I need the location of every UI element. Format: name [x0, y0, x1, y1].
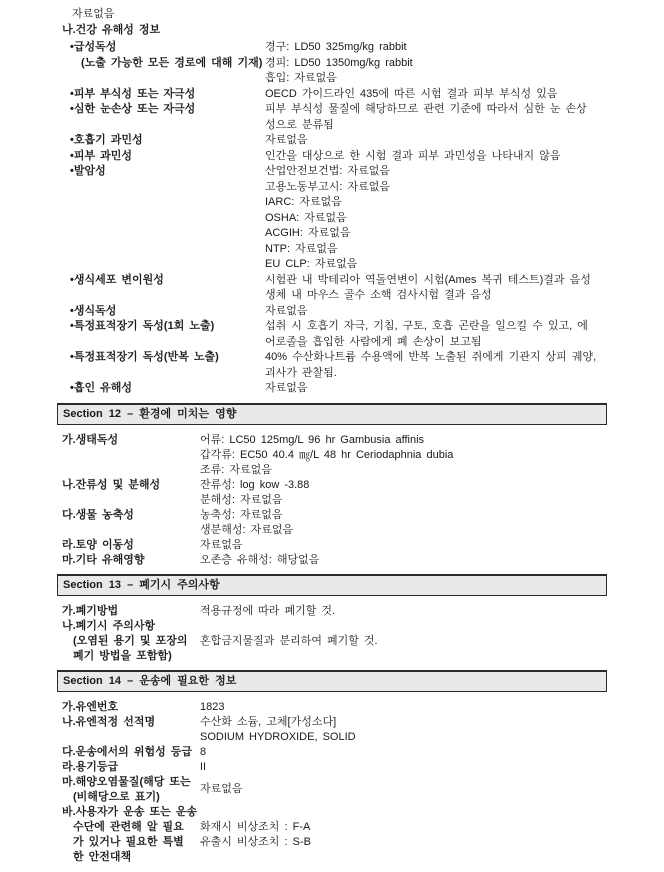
row-label-line: 다.운송에서의 위험성 등급	[62, 745, 193, 758]
row-value	[200, 553, 664, 568]
table-row	[0, 87, 664, 103]
row-label-line: •흡인 유해성	[70, 382, 133, 394]
row-value	[200, 805, 664, 865]
row-label-line: 나.잔류성 및 분해성	[62, 478, 161, 491]
row-value	[265, 381, 664, 397]
table-row	[0, 102, 664, 133]
row-value-line: 경피: LD50 1350mg/kg rabbit	[265, 56, 413, 69]
row-label-line: (오염된 용기 및 포장의	[73, 634, 188, 647]
row-value-line: EU CLP: 자료없음	[265, 258, 358, 270]
row-value	[265, 133, 664, 149]
table-row	[0, 553, 664, 568]
row-label	[62, 604, 200, 619]
row-label	[70, 304, 265, 320]
row-value-line	[200, 805, 664, 820]
table-row	[0, 805, 664, 865]
row-value-line: 피부 부식성 물질에 해당하므로 관련 기준에 따라서 심한 눈 손상	[265, 103, 587, 115]
row-label	[62, 775, 200, 805]
row-label-line: 바.사용자가 운송 또는 운송	[62, 805, 198, 818]
table-row	[0, 775, 664, 805]
row-value-line: 어류: LC50 125mg/L 96 hr Gambusia affinis	[200, 433, 425, 446]
row-value	[200, 619, 664, 664]
health-hazard-table	[0, 38, 664, 399]
row-value	[265, 102, 664, 133]
row-value-line: OECD 가이드라인 435에 따른 시험 결과 피부 부식성 있음	[265, 87, 558, 100]
table-row	[0, 433, 664, 478]
row-value-line: 경구: LD50 325mg/kg rabbit	[265, 41, 407, 53]
row-value	[265, 304, 664, 320]
table-row	[0, 538, 664, 553]
row-label-line: 가.유엔번호	[62, 700, 119, 713]
table-row	[0, 700, 664, 715]
table-row	[0, 273, 664, 304]
row-value	[200, 760, 664, 775]
row-label	[70, 350, 265, 381]
row-value-line: 분해성: 자료없음	[200, 493, 283, 506]
section-12-table	[0, 431, 664, 570]
row-value	[265, 40, 664, 87]
row-value	[200, 433, 664, 478]
table-row	[0, 715, 664, 745]
row-value	[265, 164, 664, 273]
row-label-line: 가.폐기방법	[62, 604, 119, 617]
table-row	[0, 478, 664, 508]
row-value-line: 농축성: 자료없음	[200, 508, 283, 521]
row-label-line: 가 있거나 필요한 특별	[73, 835, 184, 848]
row-label-line: 마.해양오염물질(해당 또는	[62, 775, 191, 788]
row-label	[62, 433, 200, 478]
table-row	[0, 133, 664, 149]
section-13-table	[0, 602, 664, 666]
row-value-line: 자료없음	[200, 538, 243, 551]
row-value-line: NTP: 자료없음	[265, 242, 338, 255]
table-row	[0, 40, 664, 87]
row-value-line: 자료없음	[265, 382, 308, 394]
row-value	[265, 319, 664, 350]
row-value-line: 성으로 분류됨	[265, 118, 334, 131]
row-value-line: 괴사가 관찰됨.	[265, 366, 337, 379]
row-label-line: •심한 눈손상 또는 자극성	[70, 103, 196, 115]
row-label-line: 수단에 관련해 알 필요	[73, 820, 184, 833]
row-label-line: •급성독성	[70, 41, 117, 53]
row-label	[62, 715, 200, 745]
section-13-title: Section 13 – 폐기시 주의사항	[63, 578, 220, 591]
row-value	[200, 538, 664, 553]
row-value-line: 혼합금지물질과 분리하여 폐기할 것.	[200, 634, 378, 647]
row-label	[62, 508, 200, 538]
row-label-line: •특정표적장기 독성(1회 노출)	[70, 320, 215, 332]
row-value	[200, 715, 664, 745]
section-14-title: Section 14 – 운송에 필요한 정보	[63, 674, 237, 687]
row-label-line: •피부 부식성 또는 자극성	[70, 87, 196, 100]
row-label	[70, 87, 265, 103]
row-value-line: II	[200, 760, 207, 773]
row-label-line: 마.기타 유해영향	[62, 553, 145, 566]
row-label	[62, 805, 200, 865]
section-12-title: Section 12 – 환경에 미치는 영향	[63, 407, 237, 420]
row-label-line: •생식독성	[70, 304, 117, 317]
row-label-line: 나.유엔적정 선적명	[62, 715, 156, 728]
row-value	[200, 478, 664, 508]
row-label-line: 가.생태독성	[62, 433, 119, 446]
row-value	[265, 149, 664, 165]
row-value-line: 생체 내 마우스 골수 소핵 검사시험 결과 음성	[265, 289, 492, 301]
row-label	[70, 40, 265, 87]
row-value-line: 화재시 비상조치 : F-A	[200, 820, 311, 833]
row-value-line: 8	[200, 745, 207, 758]
section-14-header	[57, 670, 607, 692]
row-label	[70, 133, 265, 149]
row-label-line: (노출 가능한 모든 경로에 대해 기재)	[81, 56, 263, 69]
row-value-line: 1823	[200, 700, 225, 713]
row-label	[70, 149, 265, 165]
row-value-line: 유출시 비상조치 : S-B	[200, 835, 311, 848]
row-value-line: 오존층 유해성: 해당없음	[200, 553, 320, 566]
section-13-header	[57, 574, 607, 596]
table-row	[0, 350, 664, 381]
orphan-value-line: 자료없음	[72, 8, 115, 20]
section-12-header	[57, 403, 607, 425]
row-label-line: •특정표적장기 독성(반복 노출)	[70, 351, 219, 363]
row-value-line: 적용규정에 따라 폐기할 것.	[200, 604, 336, 617]
row-value-line: 잔류성: log kow -3.88	[200, 478, 310, 491]
row-value	[200, 508, 664, 538]
row-value-line: 시험관 내 박테리아 역돌연변이 시험(Ames 복귀 테스트)결과 음성	[265, 273, 591, 286]
row-label	[70, 164, 265, 273]
health-subsection-title: 나.건강 유해성 정보	[62, 23, 161, 36]
table-row	[0, 745, 664, 760]
row-value-line: 40% 수산화나트륨 수용액에 반복 노출된 쥐에게 기관지 상피 궤양,	[265, 351, 597, 363]
row-label-line: 한 안전대책	[73, 850, 132, 863]
row-label-line: 라.토양 이동성	[62, 538, 134, 551]
row-value-line: 인간을 대상으로 한 시험 결과 피부 과민성을 나타내지 않음	[265, 149, 561, 162]
row-value-line: 고용노동부고시: 자료없음	[265, 180, 390, 193]
row-value	[265, 350, 664, 381]
row-label	[70, 381, 265, 397]
row-value	[265, 273, 664, 304]
row-value-line: 자료없음	[265, 134, 308, 146]
row-label	[70, 102, 265, 133]
row-value	[200, 775, 664, 805]
table-row	[0, 508, 664, 538]
row-value-line: 산업안전보건법: 자료없음	[265, 165, 390, 177]
row-label	[62, 700, 200, 715]
row-label	[70, 273, 265, 304]
table-row	[0, 619, 664, 664]
row-value-line: 어로졸을 흡입한 사람에게 폐 손상이 보고됨	[265, 335, 482, 348]
table-row	[0, 304, 664, 320]
row-value-line: 자료없음	[200, 783, 243, 795]
row-value-line: SODIUM HYDROXIDE, SOLID	[200, 730, 356, 743]
row-label	[62, 745, 200, 760]
row-label	[62, 478, 200, 508]
row-value-line: IARC: 자료없음	[265, 196, 342, 208]
row-value-line: 흡입: 자료없음	[265, 72, 337, 84]
row-value-line: 섭취 시 호흡기 자극, 기침, 구토, 호흡 곤란을 일으킬 수 있고, 에	[265, 320, 588, 332]
health-hazard-intro	[0, 0, 664, 38]
table-row	[0, 760, 664, 775]
row-value-line: 수산화 소듐, 고체[가성소다]	[200, 715, 337, 728]
row-label	[62, 553, 200, 568]
row-label-line: 폐기 방법을 포함함)	[73, 649, 172, 662]
row-label-line: (비해당으로 표기)	[73, 790, 160, 803]
row-label	[62, 619, 200, 664]
row-label	[62, 538, 200, 553]
row-value-line: 갑각류: EC50 40.4 ㎎/L 48 hr Ceriodaphnia dubia	[200, 448, 454, 461]
table-row	[0, 164, 664, 273]
table-row	[0, 319, 664, 350]
row-value	[265, 87, 664, 103]
row-value-line: 자료없음	[265, 304, 308, 317]
row-value	[200, 700, 664, 715]
row-label-line: •발암성	[70, 165, 106, 177]
row-value-line: 조류: 자료없음	[200, 463, 272, 476]
row-value-line	[200, 619, 664, 634]
row-value	[200, 745, 664, 760]
row-value-line: OSHA: 자료없음	[265, 211, 347, 224]
table-row	[0, 604, 664, 619]
row-label-line: •생식세포 변이원성	[70, 273, 164, 286]
table-row	[0, 149, 664, 165]
row-label-line: •호흡기 과민성	[70, 134, 143, 146]
row-label-line: 다.생물 농축성	[62, 508, 134, 521]
row-label	[70, 319, 265, 350]
row-label-line: 나.폐기시 주의사항	[62, 619, 156, 632]
section-14-table	[0, 698, 664, 867]
row-label-line: 라.용기등급	[62, 760, 119, 773]
row-value-line: ACGIH: 자료없음	[265, 227, 351, 239]
table-row	[0, 381, 664, 397]
row-value-line: 생분해성: 자료없음	[200, 523, 294, 536]
row-label	[62, 760, 200, 775]
row-value	[200, 604, 664, 619]
row-label-line: •피부 과민성	[70, 149, 133, 162]
